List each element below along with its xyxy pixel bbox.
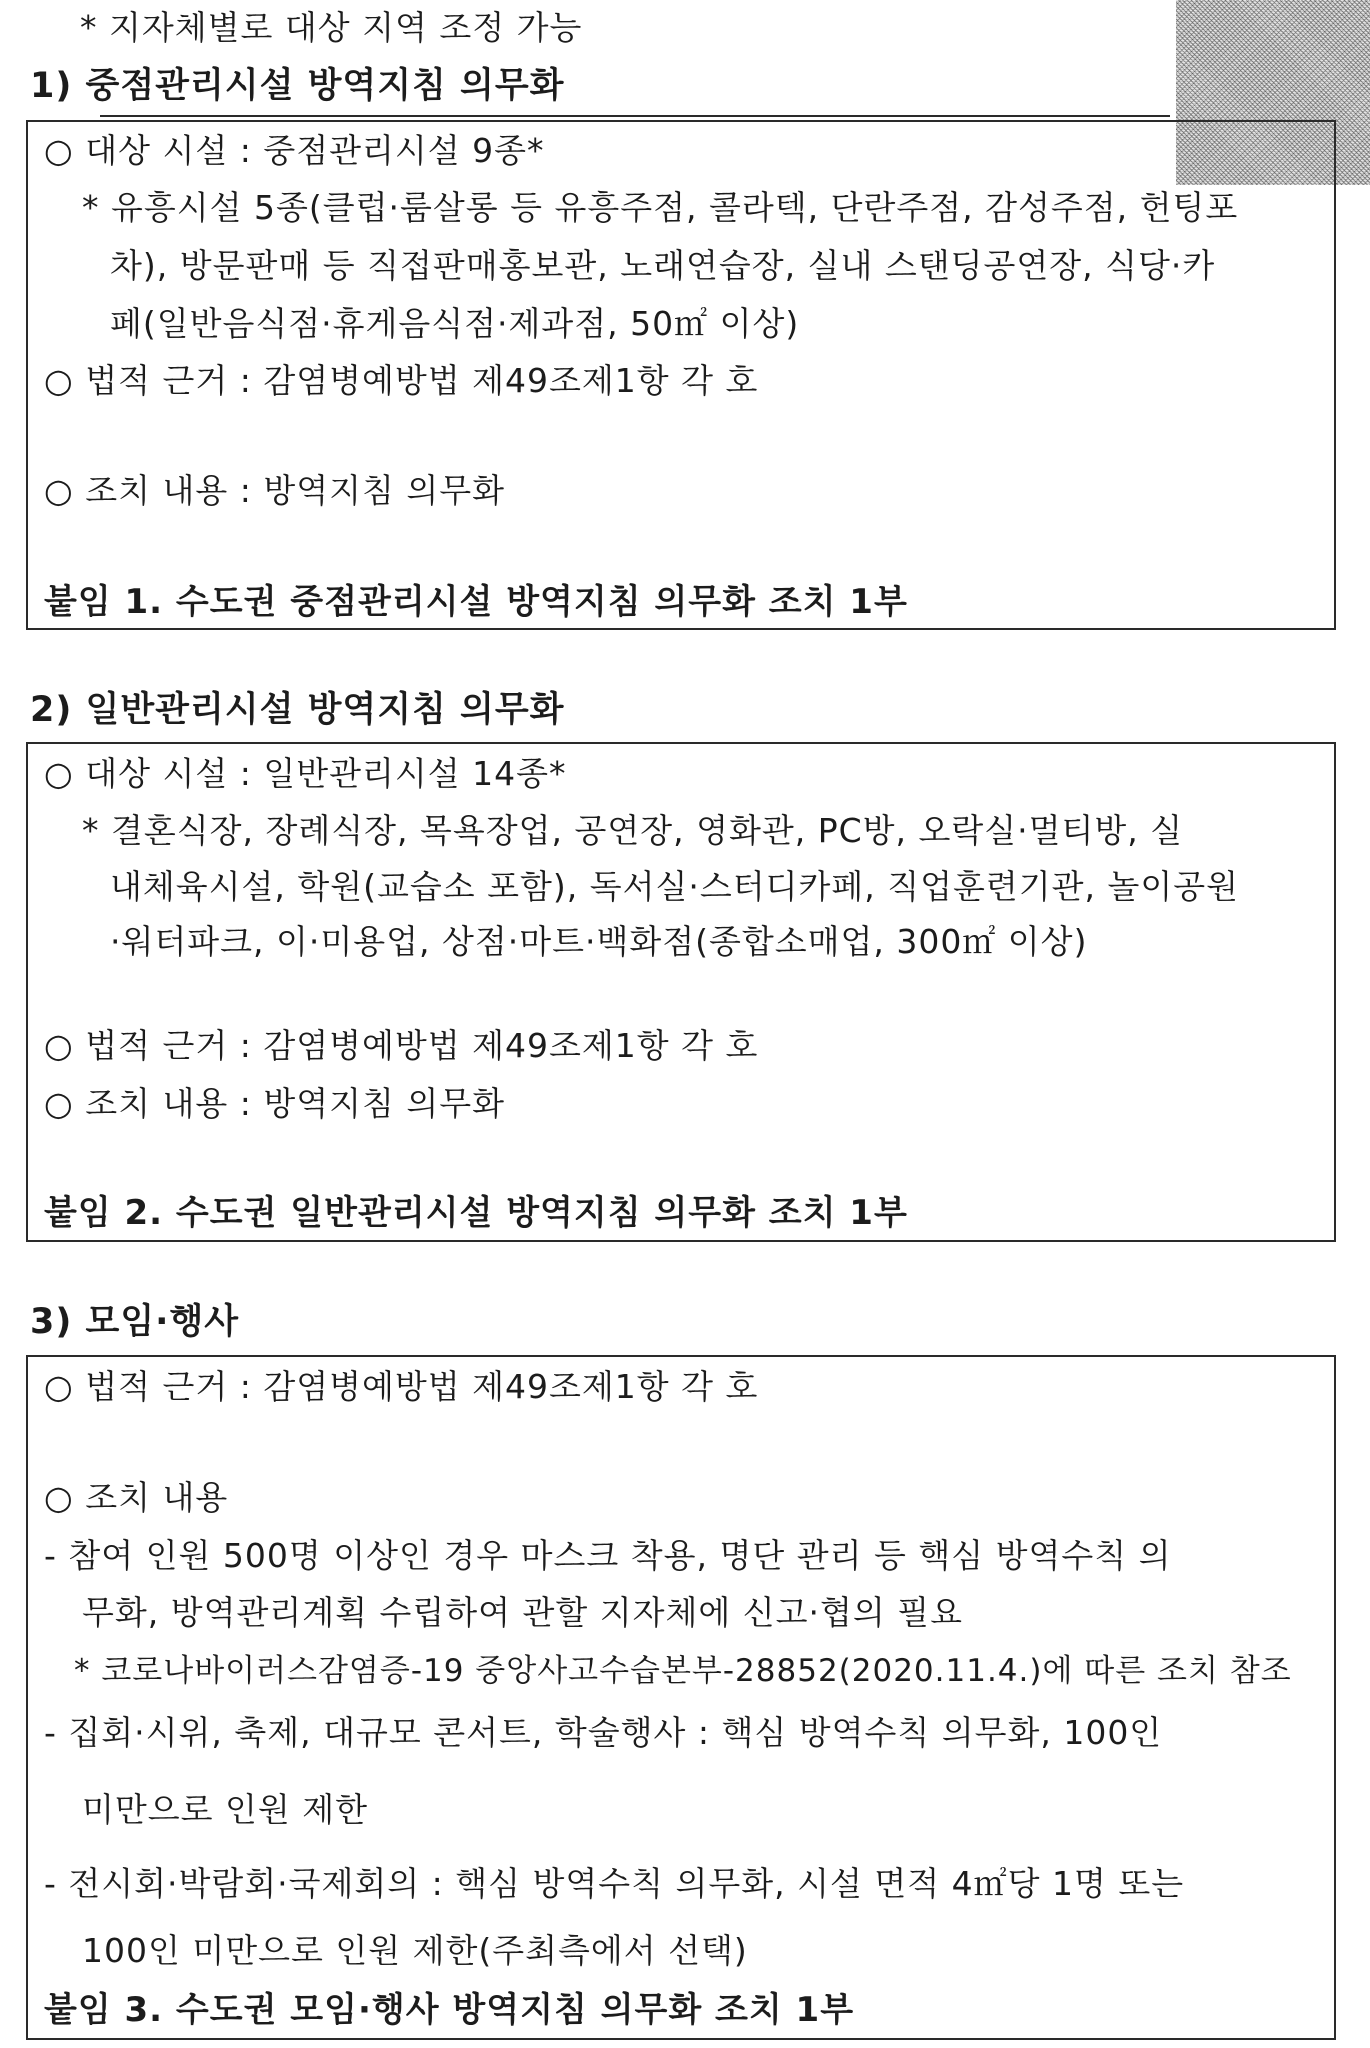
section-3-line-1: ○ 법적 근거 : 감염병예방법 제49조제1항 각 호 — [44, 1367, 759, 1406]
section-3-line-9: 100인 미만으로 인원 제한(주최측에서 선택) — [82, 1931, 748, 1970]
section-2-line-4: ·워터파크, 이·미용업, 상점·마트·백화점(종합소매업, 300㎡ 이상) — [110, 922, 1088, 961]
section-3-line-2: ○ 조치 내용 — [44, 1478, 229, 1517]
section-2-attachment: 붙임 2. 수도권 일반관리시설 방역지침 의무화 조치 1부 — [44, 1193, 908, 1233]
section-1-line-4: 페(일반음식점·휴게음식점·제과점, 50㎡ 이상) — [110, 304, 800, 343]
section-1-line-1: ○ 대상 시설 : 중점관리시설 9종* — [44, 131, 545, 170]
section-2-line-2: * 결혼식장, 장례식장, 목욕장업, 공연장, 영화관, PC방, 오락실·멀티방, 실 — [82, 811, 1184, 850]
section-1-line-5: ○ 법적 근거 : 감염병예방법 제49조제1항 각 호 — [44, 361, 759, 400]
section-2-line-5: ○ 법적 근거 : 감염병예방법 제49조제1항 각 호 — [44, 1026, 759, 1065]
section-3-heading: 3) 모임·행사 — [30, 1302, 240, 1342]
section-1-heading: 1) 중점관리시설 방역지침 의무화 — [30, 66, 565, 106]
section-3-line-5: * 코로나바이러스감염증-19 중앙사고수습본부-28852(2020.11.4.)에 따른 조치 참조 — [74, 1653, 1292, 1689]
section-3-line-6: - 집회·시위, 축제, 대규모 콘서트, 학술행사 : 핵심 방역수칙 의무화, 100인 — [44, 1713, 1163, 1752]
section-3-attachment: 붙임 3. 수도권 모임·행사 방역지침 의무화 조치 1부 — [44, 1990, 855, 2030]
section-1-line-6: ○ 조치 내용 : 방역지침 의무화 — [44, 471, 506, 510]
section-2-line-6: ○ 조치 내용 : 방역지침 의무화 — [44, 1084, 506, 1123]
section-2-line-3: 내체육시설, 학원(교습소 포함), 독서실·스터디카페, 직업훈련기관, 놀이공원 — [110, 867, 1239, 906]
section-3-line-8: - 전시회·박람회·국제회의 : 핵심 방역수칙 의무화, 시설 면적 4㎡당 1명 또는 — [44, 1864, 1185, 1903]
top-note: * 지자체별로 대상 지역 조정 가능 — [80, 8, 583, 47]
section-1-line-2: * 유흥시설 5종(클럽·룸살롱 등 유흥주점, 콜라텍, 단란주점, 감성주점, 헌팅포 — [82, 188, 1239, 227]
section-1-attachment: 붙임 1. 수도권 중점관리시설 방역지침 의무화 조치 1부 — [44, 582, 908, 622]
heading-rule — [100, 115, 1170, 117]
section-3-line-3: - 참여 인원 500명 이상인 경우 마스크 착용, 명단 관리 등 핵심 방역수칙 의 — [44, 1536, 1172, 1575]
section-3-line-4: 무화, 방역관리계획 수립하여 관할 지자체에 신고·협의 필요 — [82, 1593, 963, 1632]
section-2-line-1: ○ 대상 시설 : 일반관리시설 14종* — [44, 754, 567, 793]
section-1-line-3: 차), 방문판매 등 직접판매홍보관, 노래연습장, 실내 스탠딩공연장, 식당·카 — [110, 246, 1216, 285]
section-3-line-7: 미만으로 인원 제한 — [82, 1790, 369, 1829]
section-2-heading: 2) 일반관리시설 방역지침 의무화 — [30, 690, 565, 730]
